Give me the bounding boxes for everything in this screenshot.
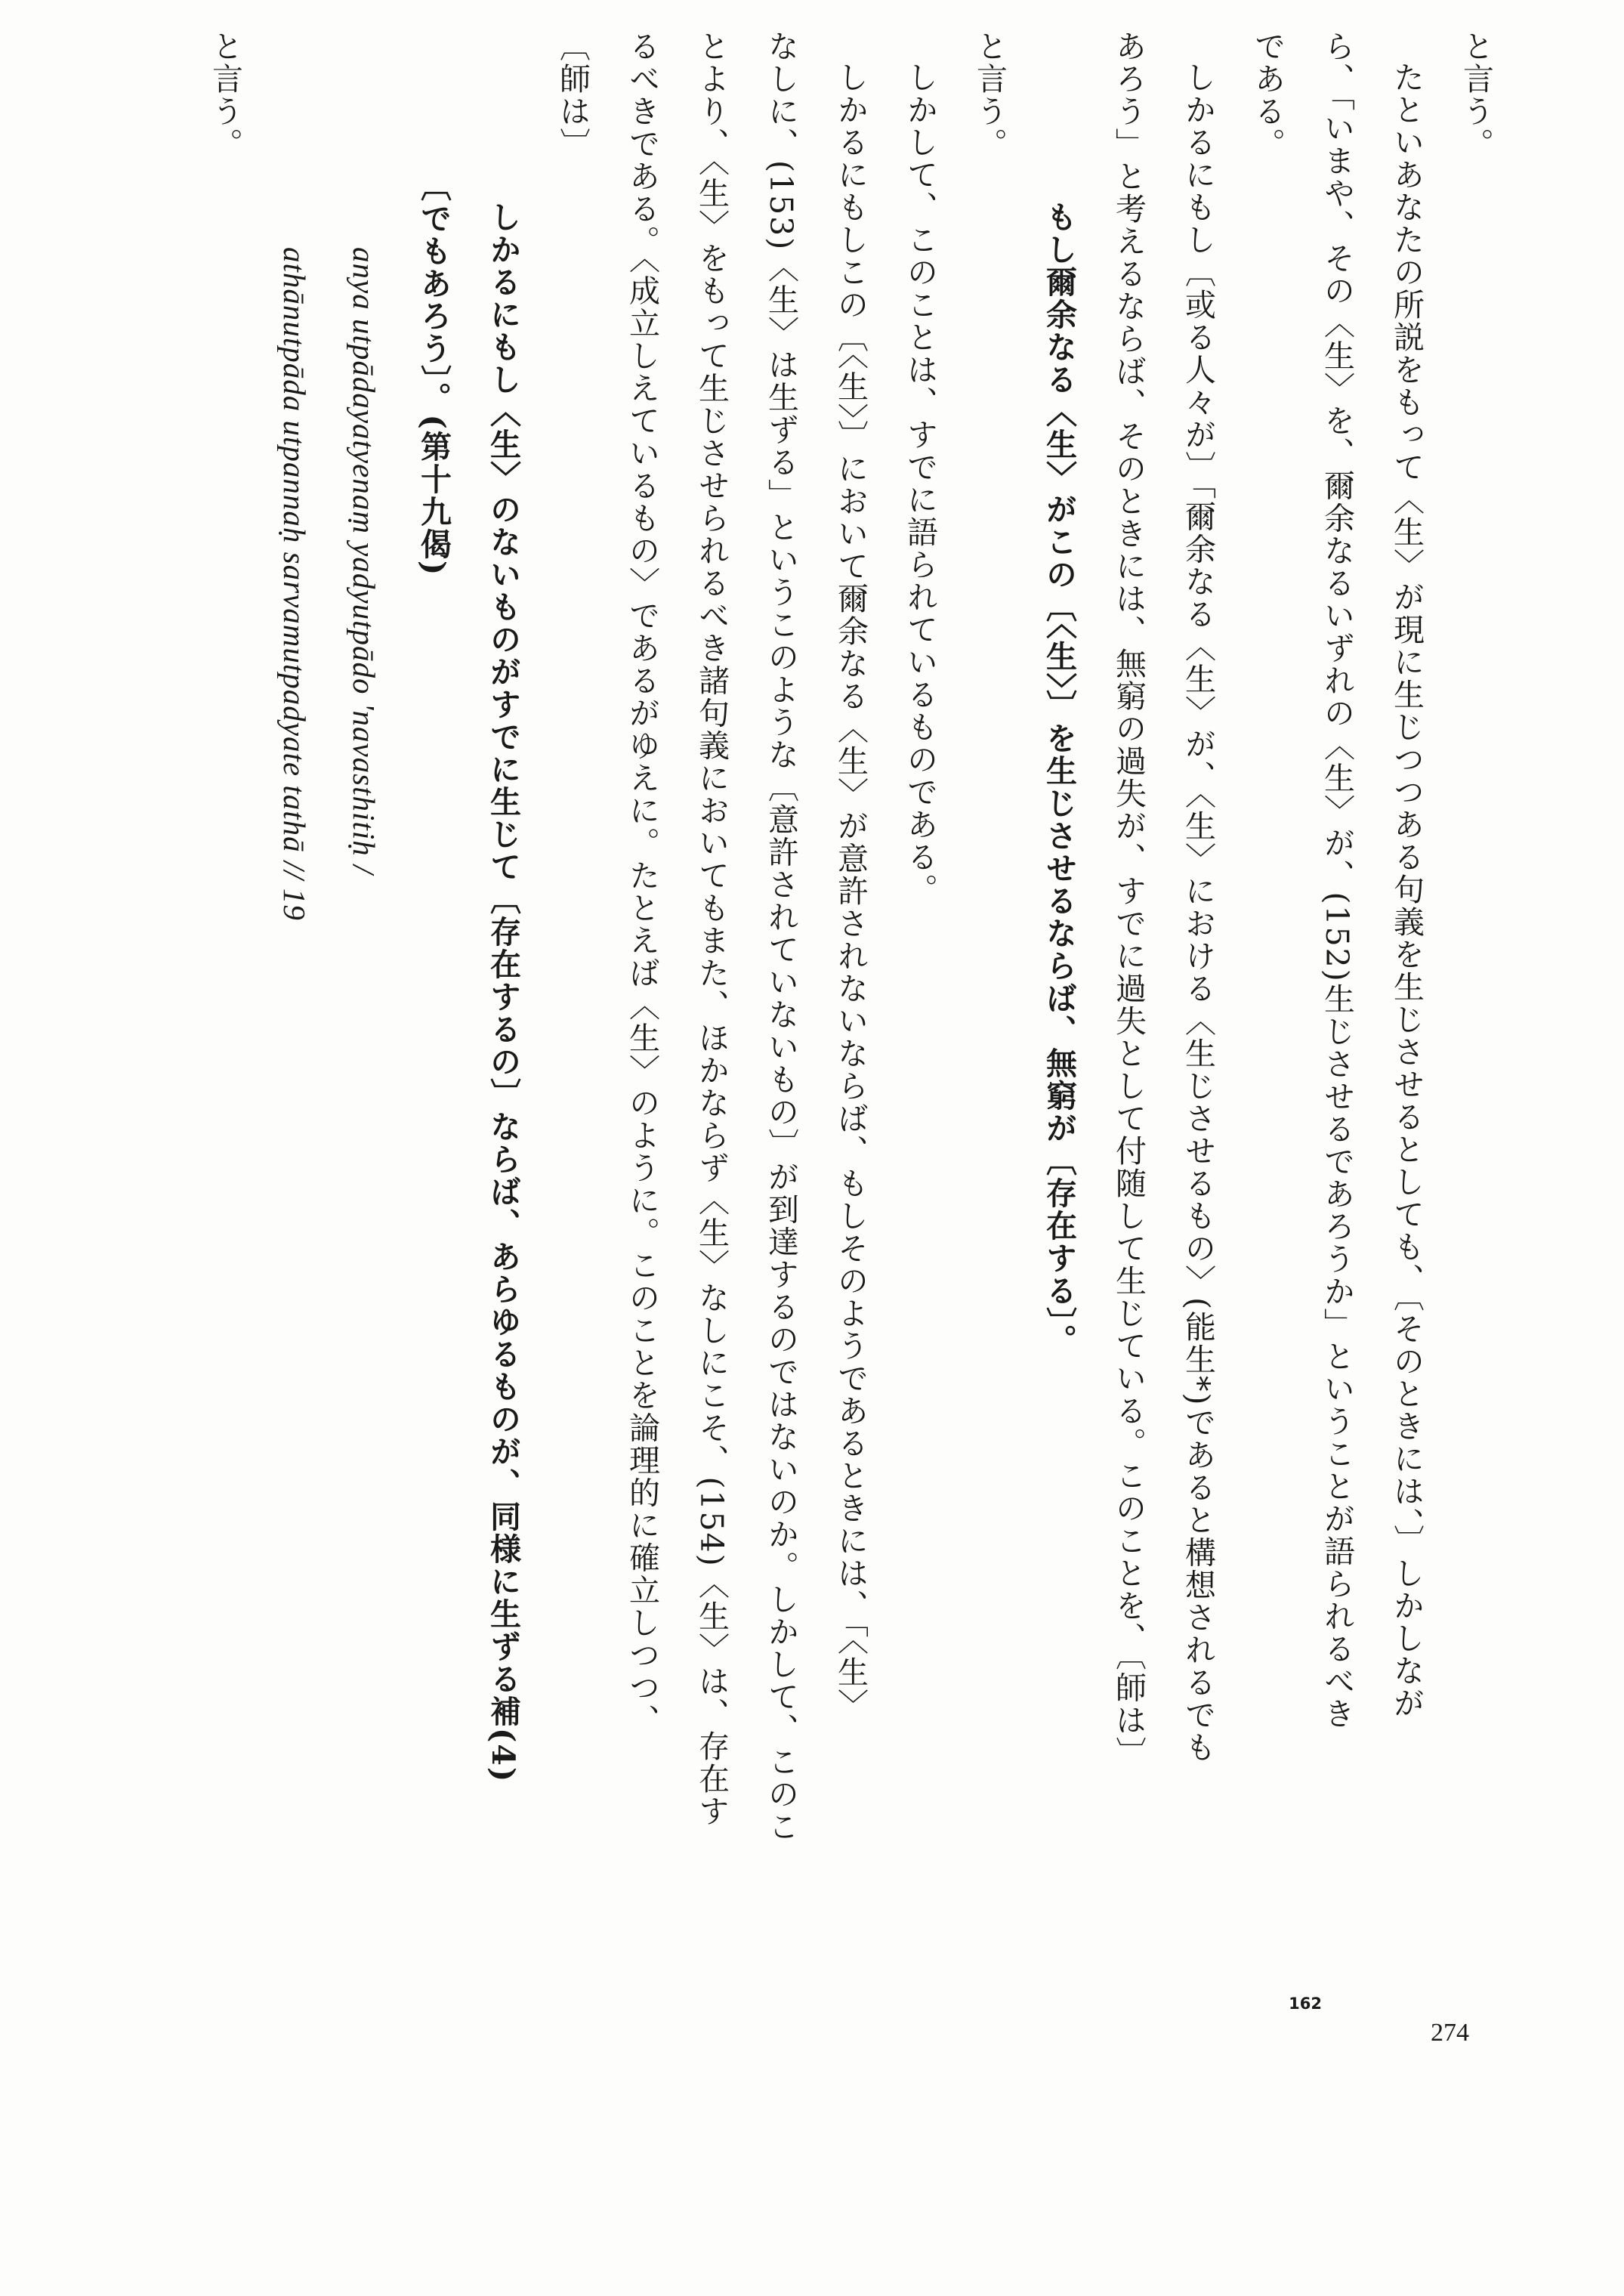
text-line: と言う。 bbox=[971, 30, 1008, 160]
text-line: あろう」と考えるならば、そのときには、無窮の過失が、すでに過失として付随して生じている。このことを、〔師は〕 bbox=[1110, 30, 1147, 1769]
verse-line: もし爾余なる〈生〉がこの〔〈生〉〕を生じさせるならば、無窮が〔存在する〕。 bbox=[1041, 200, 1077, 1356]
text-line: しかるにもし〔或る人々が〕「爾余なる〈生〉が、〈生〉における〈生じさせるもの〉(能生*)であると構想されるでも bbox=[1180, 61, 1216, 1764]
sanskrit-line: anya utpādayatyenaṃ yadyutpādo 'navasthitiḥ / bbox=[347, 247, 381, 875]
text-line: しかるにもしこの〔〈生〉〕において爾余なる〈生〉が意許されないならば、もしそのようであるときには、「〈生〉 bbox=[832, 61, 869, 1721]
text-line: とより、〈生〉をもって生じさせられるべき諸句義においてもまた、ほかならず〈生〉なしにこそ、(154)〈生〉は、存在す bbox=[693, 30, 730, 1828]
text-line: るべきである。〈成立しえているもの〉であるがゆえに。たとえば〈生〉のように。このことを論理的に確立しつつ、 bbox=[624, 30, 660, 1737]
verse-line: 〔でもあろう〕。(第十九偈) bbox=[415, 169, 452, 576]
verse-line: しかるにもし〈生〉のないものがすでに生じて〔存在するの〕ならば、あらゆるものが、同様に生ずる補(4) bbox=[485, 200, 521, 1783]
page-number: 274 bbox=[1431, 2019, 1469, 2047]
text-line: たといあなたの所説をもって〈生〉が現に生じつつある句義を生じさせるとしても、〔そのときには、〕しかしなが bbox=[1388, 61, 1425, 1720]
text-line: である。 bbox=[1249, 30, 1286, 160]
text-line: と言う。 bbox=[207, 30, 243, 160]
sanskrit-line: athānutpāda utpannaḥ sarvamutpadyate tathā // 19 bbox=[277, 247, 312, 921]
text-line: 〔師は〕 bbox=[554, 30, 591, 160]
text-line: なしに、(153)〈生〉は生ずる」というこのような〔意許されていないもの〕が到達するのではないのか。しかして、このこ bbox=[763, 30, 799, 1843]
text-line: ら、「いまや、その〈生〉を、爾余なるいずれの〈生〉が、(152)生じさせるであろうか」ということが語られるべき bbox=[1319, 30, 1355, 1730]
text-line: しかして、このことは、すでに語られているものである。 bbox=[902, 61, 938, 906]
marginal-number: 162 bbox=[1289, 1995, 1322, 2013]
vertical-text-body bbox=[190, 30, 1511, 1964]
text-line: と言う。 bbox=[1458, 30, 1494, 160]
